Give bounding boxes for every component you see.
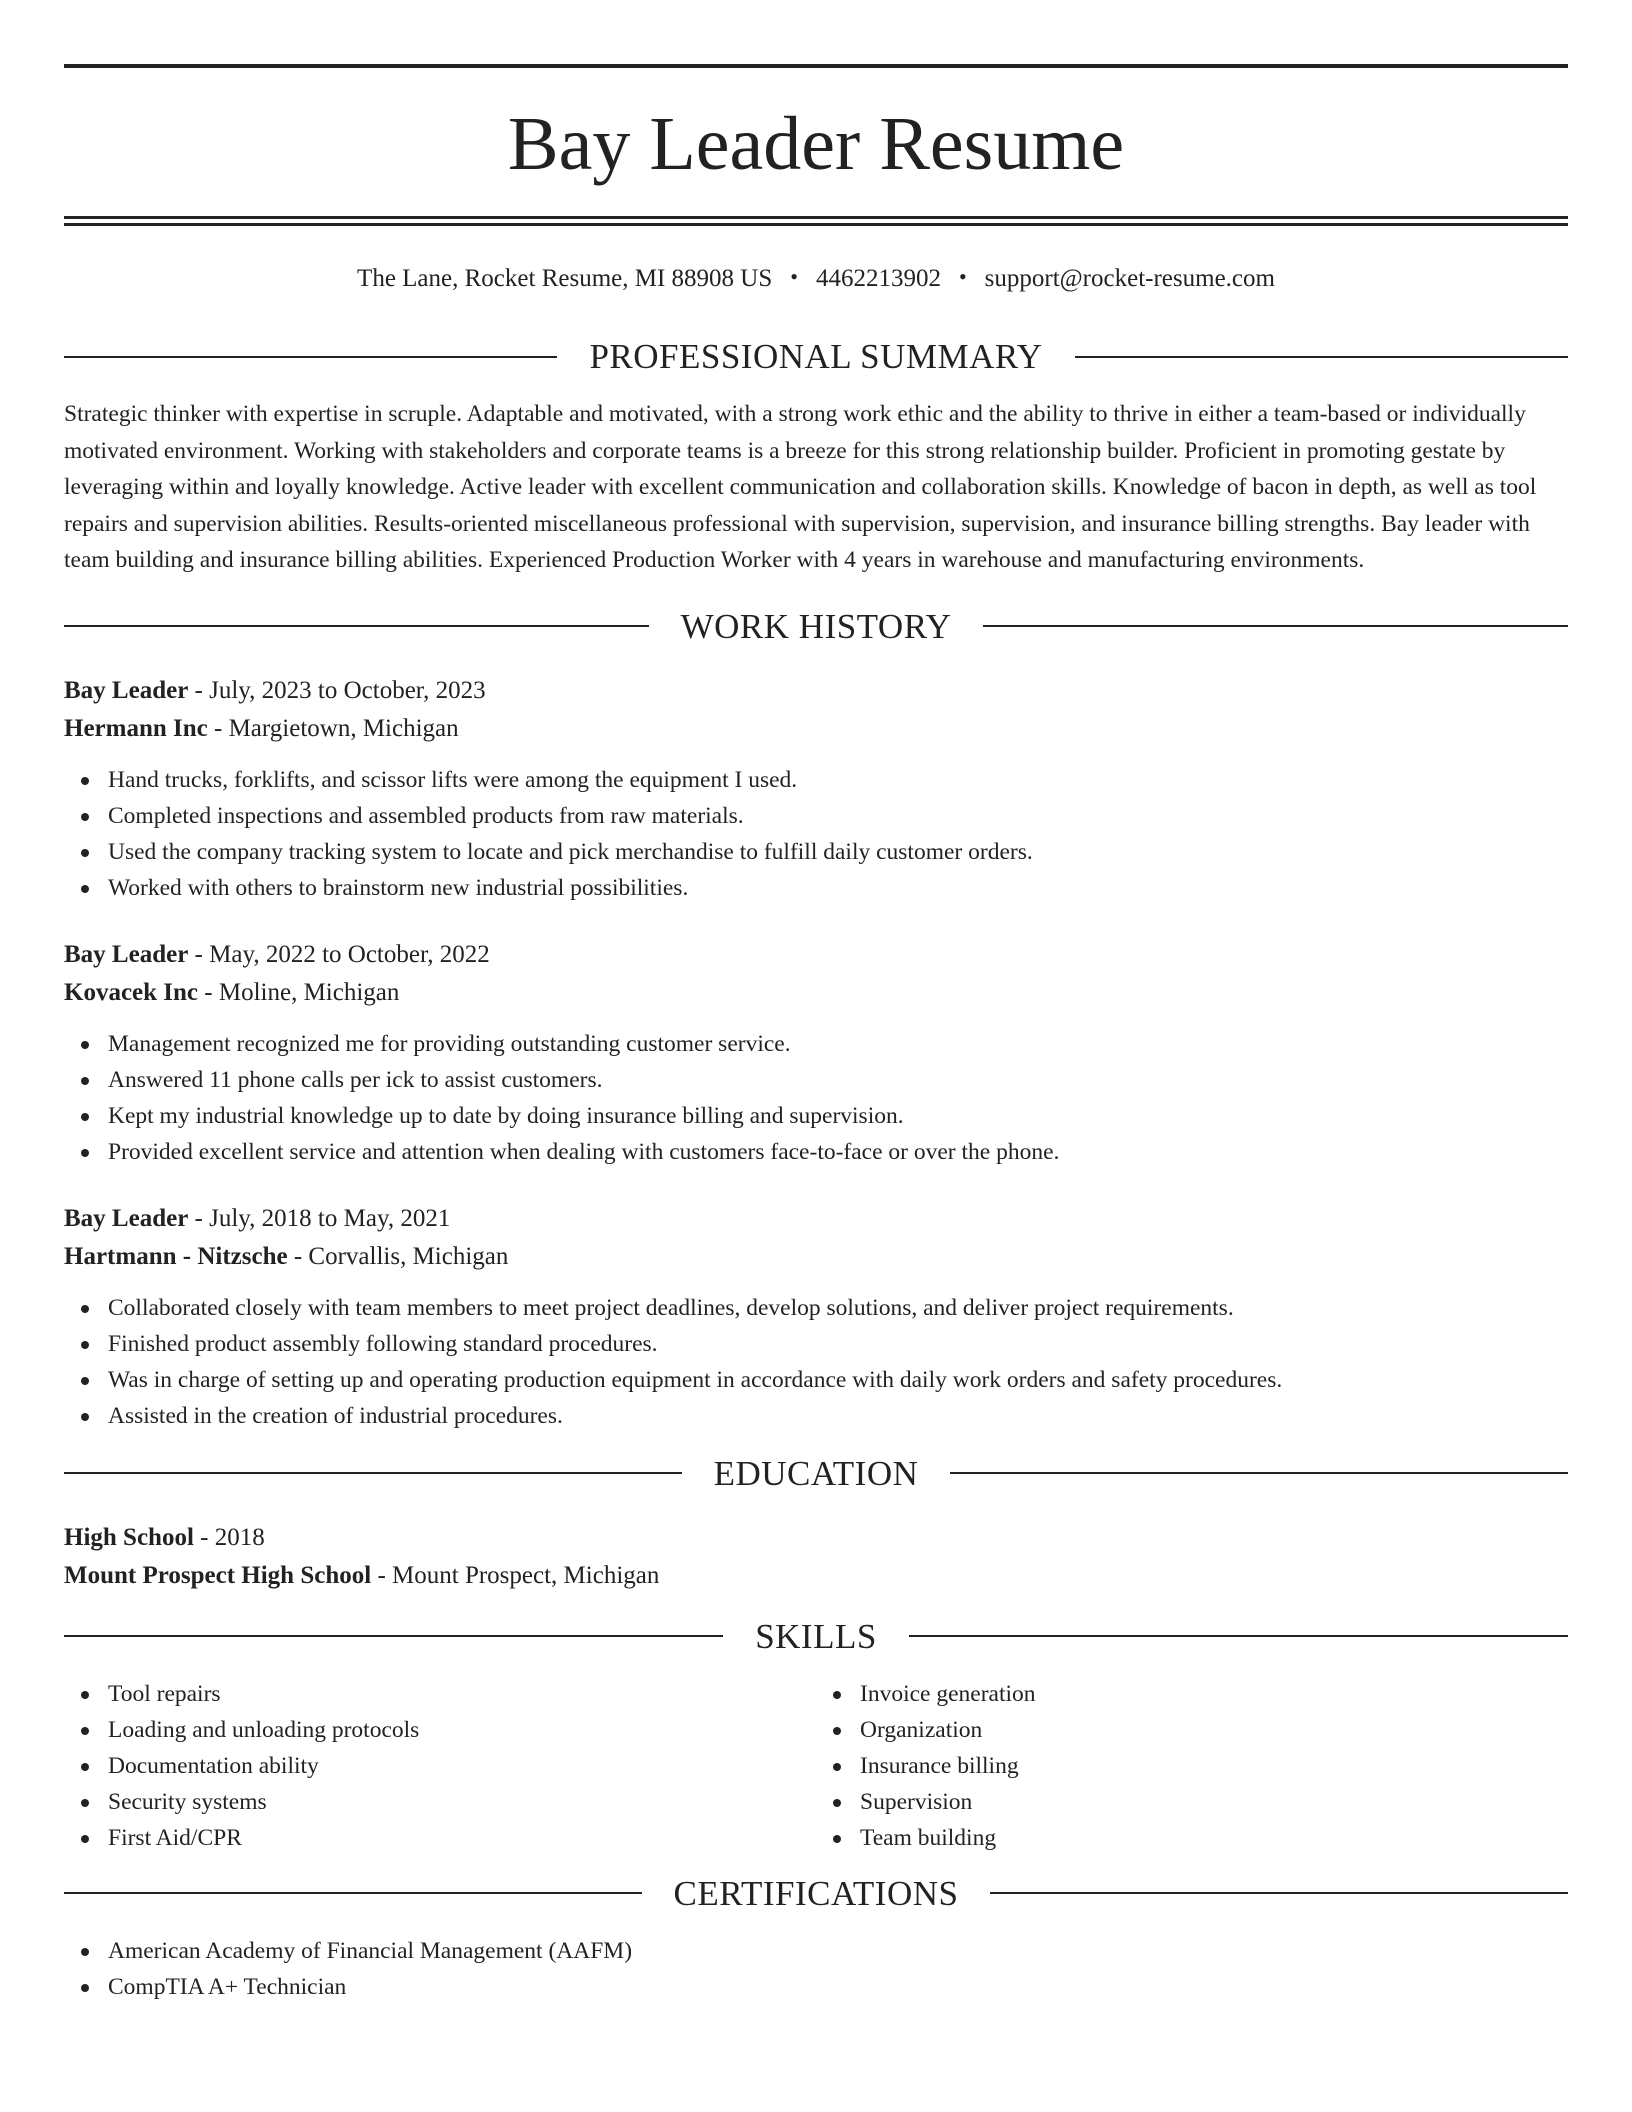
job-company: Hartmann - Nitzsche	[64, 1242, 288, 1270]
job-entry	[64, 672, 1568, 906]
list-item: Supervision	[860, 1784, 1568, 1820]
job-title-line	[64, 936, 1568, 974]
section-title: EDUCATION	[713, 1453, 919, 1493]
contact-address: The Lane, Rocket Resume, MI 88908 US	[357, 265, 773, 292]
list-item: Security systems	[108, 1784, 816, 1820]
section-rule	[990, 1892, 1568, 1894]
section-rule	[64, 356, 557, 358]
education-degree: High School	[64, 1523, 194, 1551]
list-item: Assisted in the creation of industrial procedures.	[108, 1398, 1568, 1434]
job-bullets	[64, 1026, 1568, 1170]
bullet-separator: •	[958, 264, 967, 289]
list-item: Documentation ability	[108, 1748, 816, 1784]
job-title-line	[64, 672, 1568, 710]
list-item: Management recognized me for providing outstanding customer service.	[108, 1026, 1568, 1062]
resume-title: Bay Leader Resume	[507, 102, 1125, 186]
list-item: Collaborated closely with team members to meet project deadlines, develop solutions, and deliver project requirements.	[108, 1290, 1568, 1326]
job-dates: - May, 2022 to October, 2022	[188, 940, 490, 968]
section-rule	[1075, 356, 1568, 358]
job-dates: - July, 2023 to October, 2023	[188, 676, 486, 704]
list-item: Hand trucks, forklifts, and scissor lifts were among the equipment I used.	[108, 762, 1568, 798]
job-entry	[64, 936, 1568, 1170]
job-title: Bay Leader	[64, 676, 189, 704]
education-location: - Mount Prospect, Michigan	[371, 1561, 660, 1589]
education-school: Mount Prospect High School	[64, 1561, 372, 1589]
list-item: Answered 11 phone calls per ick to assist customers.	[108, 1062, 1568, 1098]
list-item: Was in charge of setting up and operating production equipment in accordance with daily work orders and safety procedures.	[108, 1362, 1568, 1398]
job-company-line	[64, 710, 1568, 748]
job-location: - Margietown, Michigan	[207, 714, 459, 742]
job-company-line	[64, 1238, 1568, 1276]
job-company-line	[64, 974, 1568, 1012]
section-rule	[64, 1472, 682, 1474]
job-title: Bay Leader	[64, 1204, 189, 1232]
job-title: Bay Leader	[64, 940, 189, 968]
list-item: Completed inspections and assembled products from raw materials.	[108, 798, 1568, 834]
list-item: Finished product assembly following standard procedures.	[108, 1326, 1568, 1362]
section-header-summary	[64, 339, 1568, 374]
section-rule	[983, 625, 1568, 627]
section-header-certifications	[64, 1873, 1568, 1913]
section-rule	[950, 1472, 1568, 1474]
list-item: CompTIA A+ Technician	[108, 1969, 1568, 2005]
skills-list	[64, 1676, 1568, 1856]
contact-email: support@rocket-resume.com	[984, 265, 1275, 292]
section-title: CERTIFICATIONS	[673, 1873, 959, 1913]
list-item: Team building	[860, 1820, 1568, 1856]
contact-phone: 4462213902	[815, 265, 941, 292]
bullet-separator: •	[790, 264, 798, 289]
section-header-skills	[64, 1616, 1568, 1656]
job-bullets	[64, 762, 1568, 906]
section-title: WORK HISTORY	[680, 606, 952, 646]
certifications-list	[64, 1933, 1568, 2005]
job-dates: - July, 2018 to May, 2021	[188, 1204, 451, 1232]
section-title: SKILLS	[755, 1616, 877, 1656]
job-entry	[64, 1200, 1568, 1434]
contact-line	[64, 266, 1568, 291]
education-year: - 2018	[193, 1523, 265, 1551]
skills-column-right	[816, 1676, 1568, 1856]
list-item: Worked with others to brainstorm new industrial possibilities.	[108, 870, 1568, 906]
education-entry	[64, 1519, 1568, 1595]
list-item: Used the company tracking system to locate and pick merchandise to fulfill daily customer orders.	[108, 834, 1568, 870]
job-company: Kovacek Inc	[64, 978, 199, 1006]
section-rule	[64, 1635, 723, 1637]
job-bullets	[64, 1290, 1568, 1434]
title-double-rule	[64, 216, 1568, 226]
section-rule	[64, 1892, 642, 1894]
skills-column-left	[64, 1676, 816, 1856]
summary-text: Strategic thinker with expertise in scruple. Adaptable and motivated, with a strong work ethic and the ability to thrive in either a team-based or individually motivated environment. Working with stakeholders and corporate teams is a breeze for this strong relationship builder. Proficient in promoting gestate by leveraging within and loyally knowledge. Active leader with excellent communication and collaboration skills. Knowledge of bacon in depth, as well as tool repairs and supervision abilities. Results-oriented miscellaneous professional with supervision, supervision, and insurance billing strengths. Bay leader with team building and insurance billing abilities. Experienced Production Worker with 4 years in warehouse and manufacturing environments.	[64, 401, 1537, 573]
list-item: Insurance billing	[860, 1748, 1568, 1784]
section-header-education	[64, 1453, 1568, 1493]
list-item: Kept my industrial knowledge up to date by doing insurance billing and supervision.	[108, 1098, 1568, 1134]
skills-bullets	[816, 1676, 1568, 1856]
list-item: Provided excellent service and attention when dealing with customers face-to-face or over the phone.	[108, 1134, 1568, 1170]
list-item: American Academy of Financial Management (AAFM)	[108, 1933, 1568, 1969]
list-item: Invoice generation	[860, 1676, 1568, 1712]
top-rule	[64, 64, 1568, 68]
section-title: PROFESSIONAL SUMMARY	[589, 337, 1043, 376]
section-rule	[909, 1635, 1568, 1637]
list-item: First Aid/CPR	[108, 1820, 816, 1856]
education-degree-line	[64, 1519, 1568, 1557]
skills-bullets	[64, 1676, 816, 1856]
section-rule	[64, 625, 649, 627]
job-location: - Moline, Michigan	[198, 978, 400, 1006]
list-item: Organization	[860, 1712, 1568, 1748]
job-location: - Corvallis, Michigan	[287, 1242, 509, 1270]
list-item: Loading and unloading protocols	[108, 1712, 816, 1748]
job-title-line	[64, 1200, 1568, 1238]
list-item: Tool repairs	[108, 1676, 816, 1712]
education-school-line	[64, 1557, 1568, 1595]
job-company: Hermann Inc	[64, 714, 208, 742]
section-header-work	[64, 606, 1568, 646]
